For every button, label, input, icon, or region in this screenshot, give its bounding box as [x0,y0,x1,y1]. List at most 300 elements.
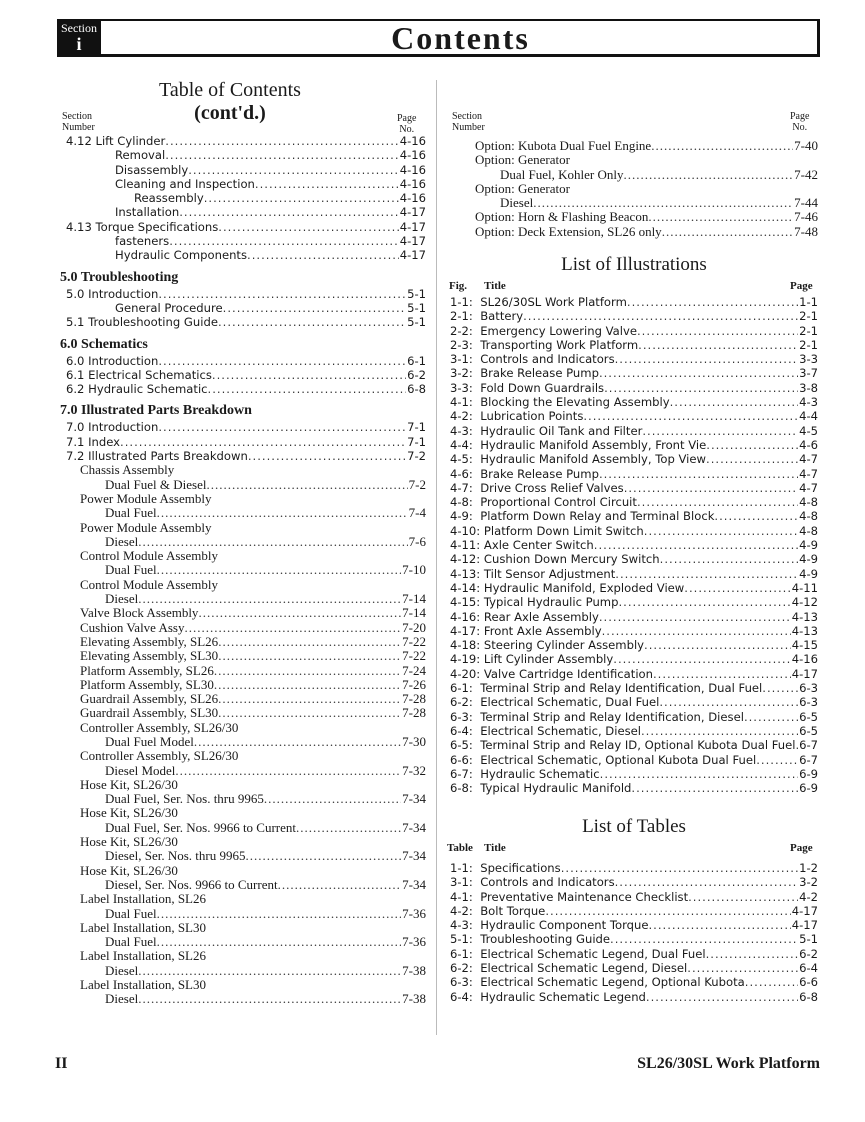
dot-leader [714,509,798,523]
footer-product: SL26/30SL Work Platform [637,1055,820,1072]
toc-entry[interactable] [450,918,818,932]
col-table: Table [447,842,473,854]
entry-title: 4.12 Lift Cylinder [66,134,166,148]
dot-leader [615,875,798,889]
toc-entry[interactable] [60,835,426,849]
toc-entry[interactable] [450,467,818,481]
toc-entry[interactable] [450,381,818,395]
dot-leader [706,438,798,452]
entry-title: 5.0 Troubleshooting [60,269,179,285]
entry-title: 6-2: Electrical Schematic Legend, Diesel [450,961,688,976]
toc-entry[interactable] [450,610,818,624]
dot-leader [646,990,798,1004]
entry-title: Hose Kit, SL26/30 [80,805,178,821]
entry-title: 4-13: Tilt Sensor Adjustment [450,566,616,581]
toc-entry[interactable] [60,806,426,820]
entry-page: 4-17 [399,219,426,234]
entry-title: Diesel [105,991,139,1007]
entry-page: 4-5 [799,423,818,438]
toc-entry[interactable] [450,196,818,210]
entry-title: Diesel Model [105,762,176,778]
dot-leader [644,638,791,652]
entry-title: 6-1: Terminal Strip and Relay Identification, Dual Fuel [450,681,763,696]
entry-page: 6-9 [799,766,818,781]
toc-entry[interactable] [450,509,818,523]
entry-title: 4-1: Preventative Maintenance Checklist [450,889,689,904]
col-page: Page [790,842,813,854]
entry-page: 4-9 [799,552,818,567]
dot-leader [706,452,798,466]
entry-title: Platform Assembly, SL30 [80,676,214,692]
entry-title: 4-19: Lift Cylinder Assembly [450,652,614,667]
dot-leader [165,134,398,148]
toc-entry[interactable] [60,287,426,301]
dot-leader [627,295,798,309]
toc-entry[interactable] [450,168,818,182]
entry-title: Platform Assembly, SL26 [80,662,214,678]
toc-entry[interactable] [450,652,818,666]
dot-leader [158,420,406,434]
dot-leader [157,935,402,949]
toc-entry[interactable] [60,163,426,177]
toc-entry[interactable] [60,864,426,878]
entry-title: Hose Kit, SL26/30 [80,862,178,878]
toc-entry[interactable] [60,678,426,692]
dot-leader [204,191,399,205]
dot-leader [615,352,798,366]
toc-entry[interactable] [450,753,818,767]
entry-page: 7-24 [402,662,426,678]
toc-entry[interactable] [450,975,818,989]
dot-leader [602,624,791,638]
entry-title: 4-1: Blocking the Elevating Assembly [450,395,670,410]
entry-title: 6-8: Typical Hydraulic Manifold [450,781,632,796]
toc-entry[interactable] [450,139,818,153]
entry-page: 4-8 [799,523,818,538]
entry-title: 7.0 Illustrated Parts Breakdown [60,403,252,419]
toc-entry[interactable] [60,220,426,234]
entry-page: 6-6 [799,975,818,990]
entry-page: 4-6 [799,437,818,452]
toc-entry[interactable] [60,506,426,520]
entry-title: 4-2: Lubrication Points [450,409,584,424]
dot-leader [185,621,402,635]
entry-page: 4-9 [799,566,818,581]
entry-title: Control Module Assembly [80,548,218,564]
dot-leader [208,382,407,396]
toc-entry[interactable] [60,749,426,763]
entry-page: 7-1 [407,420,426,435]
toc-entry[interactable] [60,449,426,463]
entry-title: 5.1 Troubleshooting Guide [66,315,218,330]
entry-page: 5-1 [799,932,818,947]
toc-entry[interactable] [60,420,426,434]
toc-entry[interactable] [60,148,426,162]
toc-entry[interactable] [60,606,426,620]
dot-leader [245,849,401,863]
entry-page: 7-20 [402,619,426,635]
dot-leader [198,606,401,620]
toc-entry[interactable] [60,892,426,906]
entry-title: Option: Horn & Flashing Beacon [475,209,649,225]
col-section-label [62,111,95,133]
toc-entry[interactable] [450,667,818,681]
entry-title: Label Installation, SL30 [80,977,207,993]
toc-entry[interactable] [60,368,426,382]
toc-entry[interactable] [450,153,818,167]
toc-entry[interactable] [60,964,426,978]
dot-leader [670,395,798,409]
toc-entry[interactable] [60,592,426,606]
entry-page: 7-22 [402,648,426,664]
toc-entry[interactable] [450,524,818,538]
toc-entry[interactable] [60,549,426,563]
dot-leader [624,481,798,495]
entry-page: 4-16 [399,134,426,148]
entry-page: 6-3 [799,695,818,710]
toc-entry[interactable] [60,301,426,315]
entry-title: Dual Fuel [105,562,157,578]
dot-leader [223,301,406,315]
entry-page: 2-1 [799,309,818,324]
entry-page: 6-8 [799,989,818,1004]
entry-title: 4-5: Hydraulic Manifold Assembly, Top View [450,452,707,467]
toc-entry[interactable] [450,638,818,652]
dot-leader [157,907,402,921]
tables-list [450,861,818,1004]
entry-title: Label Installation, SL30 [80,919,207,935]
entry-title: Diesel [105,533,139,549]
dot-leader [684,581,790,595]
toc-entry[interactable] [450,481,818,495]
entry-title: Option: Deck Extension, SL26 only [475,223,662,239]
toc-entry[interactable] [450,225,818,239]
toc-entry[interactable] [450,409,818,423]
entry-title: Controller Assembly, SL26/30 [80,719,239,735]
dot-leader [138,592,401,606]
col-section: Section [452,111,482,122]
col-number: Number [452,122,485,133]
toc-entry[interactable] [450,961,818,975]
dot-leader [138,535,407,549]
toc-entry[interactable] [60,721,426,735]
right-col-page-label [790,111,809,133]
entry-page: 6-7 [799,738,818,753]
dot-leader [218,635,401,649]
toc-entry[interactable] [450,182,818,196]
entry-page: 4-2 [799,889,818,904]
entry-page: 7-14 [402,605,426,621]
toc-entry[interactable] [60,692,426,706]
entry-title: 6-3: Electrical Schematic Legend, Optional Kubota [450,975,745,990]
entry-page: 7-30 [402,733,426,749]
entry-page: 6-5 [799,709,818,724]
toc-entry[interactable] [450,352,818,366]
col-title: Title [484,842,506,854]
dot-leader [688,890,798,904]
entry-page: 7-2 [408,476,426,492]
dot-leader [545,904,790,918]
entry-page: 4-17 [399,205,426,220]
dot-leader [188,163,398,177]
dot-leader [644,524,798,538]
entry-page: 4-17 [791,666,818,681]
toc-entry[interactable] [60,234,426,248]
entry-title: 3-2: Brake Release Pump [450,366,599,381]
dot-leader [648,918,790,932]
toc-entry[interactable] [60,382,426,396]
section-heading [60,334,426,354]
col-page: Page [790,111,810,122]
toc-entry[interactable] [450,309,818,323]
toc-entry[interactable] [60,354,426,368]
toc-entry[interactable] [60,778,426,792]
right-col-section-label [452,111,485,133]
toc-entry[interactable] [450,875,818,889]
dot-leader [218,706,401,720]
toc-entry[interactable] [450,538,818,552]
toc-entry[interactable] [450,581,818,595]
entry-page: 4-4 [799,409,818,424]
toc-entry[interactable] [450,366,818,380]
entry-title: 4-8: Proportional Control Circuit [450,495,637,510]
toc-entry[interactable] [450,324,818,338]
toc-entry[interactable] [450,338,818,352]
toc-entry[interactable] [60,949,426,963]
entry-title: Power Module Assembly [80,490,212,506]
toc-entry[interactable] [450,395,818,409]
dot-leader [218,315,406,329]
entry-title: 7.2 Illustrated Parts Breakdown [66,449,248,464]
toc-entry[interactable] [60,664,426,678]
dot-leader [651,139,793,153]
entry-page: 3-3 [799,352,818,367]
dot-leader [706,947,798,961]
dot-leader [179,205,398,219]
toc-entry[interactable] [450,947,818,961]
toc-entry[interactable] [60,649,426,663]
entry-page: 7-38 [402,991,426,1007]
toc-entry[interactable] [60,764,426,778]
col-no: No. [792,122,808,133]
entry-title: Disassembly [115,162,189,177]
toc-entry[interactable] [60,821,426,835]
col-no: No. [399,124,415,135]
toc-entry[interactable] [450,724,818,738]
toc-entry[interactable] [60,621,426,635]
entry-title: 4-11: Axle Center Switch [450,538,594,553]
toc-entry[interactable] [60,878,426,892]
toc-entry[interactable] [450,767,818,781]
dot-leader [194,735,401,749]
toc-entry[interactable] [60,134,426,148]
entry-title: fasteners [115,234,170,249]
entry-title: Diesel, Ser. Nos. thru 9965 [105,848,246,864]
entry-page: 7-38 [402,962,426,978]
toc-entry[interactable] [450,781,818,795]
entry-page: 6-2 [407,367,426,382]
toc-entry[interactable] [60,563,426,577]
col-fig: Fig. [449,280,468,292]
entry-page: 4-16 [399,148,426,163]
toc-entry[interactable] [60,191,426,205]
dot-leader [599,610,791,624]
entry-page: 7-42 [794,166,818,182]
dot-leader [631,781,798,795]
entry-page: 4-13 [791,623,818,638]
toc-entry[interactable] [60,492,426,506]
entry-title: 4-10: Platform Down Limit Switch [450,523,644,538]
toc-entry[interactable] [450,567,818,581]
entry-page: 7-14 [402,591,426,607]
entry-page: 7-1 [407,434,426,449]
dot-leader [599,366,798,380]
toc-entry[interactable] [60,849,426,863]
entry-title: Dual Fuel, Ser. Nos. thru 9965 [105,791,264,807]
toc-entry[interactable] [450,595,818,609]
entry-title: Dual Fuel & Diesel [105,476,207,492]
dot-leader [594,538,798,552]
entry-page: 4-17 [399,234,426,249]
entry-title: 6-4: Hydraulic Schematic Legend [450,989,646,1004]
toc-entry[interactable] [450,452,818,466]
entry-page: 4-17 [791,918,818,933]
entry-title: Control Module Assembly [80,576,218,592]
entry-title: Power Module Assembly [80,519,212,535]
toc-entry[interactable] [450,890,818,904]
toc-entry[interactable] [60,735,426,749]
toc-entry[interactable] [450,210,818,224]
entry-title: 4.13 Torque Specifications [66,219,219,234]
entry-title: 7.0 Introduction [66,420,159,435]
col-page-label [397,113,416,135]
toc-entry[interactable] [450,861,818,875]
entry-title: Option: Kubota Dual Fuel Engine [475,138,652,153]
entry-page: 4-7 [799,452,818,467]
toc-entry[interactable] [450,624,818,638]
toc-entry[interactable] [60,177,426,191]
entry-title: Chassis Assembly [80,462,175,478]
dot-leader [278,878,402,892]
illustrations-title: List of Illustrations [561,254,707,275]
entry-title: General Procedure [115,300,223,315]
entry-page: 7-46 [794,209,818,225]
dot-leader [583,409,798,423]
dot-leader [610,932,798,946]
entry-title: 6.2 Hydraulic Schematic [66,382,208,397]
dot-leader [604,381,798,395]
entry-page: 4-8 [799,509,818,524]
toc-entry[interactable] [450,295,818,309]
toc-entry[interactable] [450,904,818,918]
dot-leader [248,449,406,463]
toc-entry[interactable] [60,907,426,921]
toc-entry[interactable] [60,521,426,535]
entry-page: 4-7 [799,466,818,481]
toc-entry[interactable] [450,681,818,695]
entry-page: 3-2 [799,875,818,890]
entry-title: 4-12: Cushion Down Mercury Switch [450,552,660,567]
entry-title: 6-1: Electrical Schematic Legend, Dual Fuel [450,946,706,961]
toc-entry[interactable] [60,706,426,720]
toc-entry[interactable] [450,932,818,946]
col-number: Number [62,122,95,133]
dot-leader [638,338,798,352]
dot-leader [138,992,401,1006]
toc-entry[interactable] [60,578,426,592]
entry-title: 6-6: Electrical Schematic, Optional Kubota Dual Fuel [450,752,757,767]
entry-page: 2-1 [799,337,818,352]
toc-entry[interactable] [450,710,818,724]
dot-leader [615,567,798,581]
toc-entry[interactable] [60,921,426,935]
toc-entry[interactable] [60,992,426,1006]
entry-title: 2-3: Transporting Work Platform [450,337,639,352]
dot-leader [659,695,798,709]
entry-title: Option: Generator [475,180,570,196]
toc-entry[interactable] [450,424,818,438]
toc-entry[interactable] [60,635,426,649]
toc-entry[interactable] [60,978,426,992]
toc-entry[interactable] [60,435,426,449]
dot-leader [745,975,798,989]
entry-title: 5-1: Troubleshooting Guide [450,932,611,947]
toc-entry[interactable] [450,438,818,452]
dot-leader [613,652,790,666]
entry-title: Hydraulic Components [115,248,248,263]
toc-entry[interactable] [450,738,818,752]
entry-page: 7-10 [402,562,426,578]
toc-entry[interactable] [60,463,426,477]
entry-page: 7-4 [408,505,426,521]
toc-entry[interactable] [60,792,426,806]
toc-entry[interactable] [450,495,818,509]
dot-leader [561,861,798,875]
entry-page: 4-16 [791,652,818,667]
entry-title: 4-3: Hydraulic Component Torque [450,918,649,933]
section-heading [60,267,426,287]
toc-entry[interactable] [60,248,426,262]
entry-title: 4-17: Front Axle Assembly [450,623,602,638]
toc-entry[interactable] [60,478,426,492]
toc-entry[interactable] [60,935,426,949]
entry-title: Dual Fuel [105,505,157,521]
entry-title: 1-1: SL26/30SL Work Platform [450,295,627,309]
entry-page: 7-26 [402,676,426,692]
dot-leader [533,196,793,210]
entry-page: 4-15 [791,638,818,653]
toc-entry[interactable] [450,990,818,1004]
dot-leader [637,324,798,338]
entry-title: Dual Fuel, Kohler Only [500,166,624,182]
toc-entry[interactable] [60,205,426,219]
toc-entry[interactable] [60,315,426,329]
entry-page: 4-16 [399,162,426,177]
toc-entry[interactable] [60,535,426,549]
entry-title: Reassembly [134,191,204,206]
dot-leader [641,724,798,738]
entry-page: 7-34 [402,819,426,835]
dot-leader [653,667,791,681]
entry-title: Dual Fuel [105,905,157,921]
dot-leader [599,467,798,481]
entry-title: Controller Assembly, SL26/30 [80,748,239,764]
toc-entry[interactable] [450,552,818,566]
toc-entry[interactable] [450,695,818,709]
entry-page: 7-2 [407,449,426,464]
entry-page: 6-5 [799,723,818,738]
col-page: Page [790,280,813,292]
